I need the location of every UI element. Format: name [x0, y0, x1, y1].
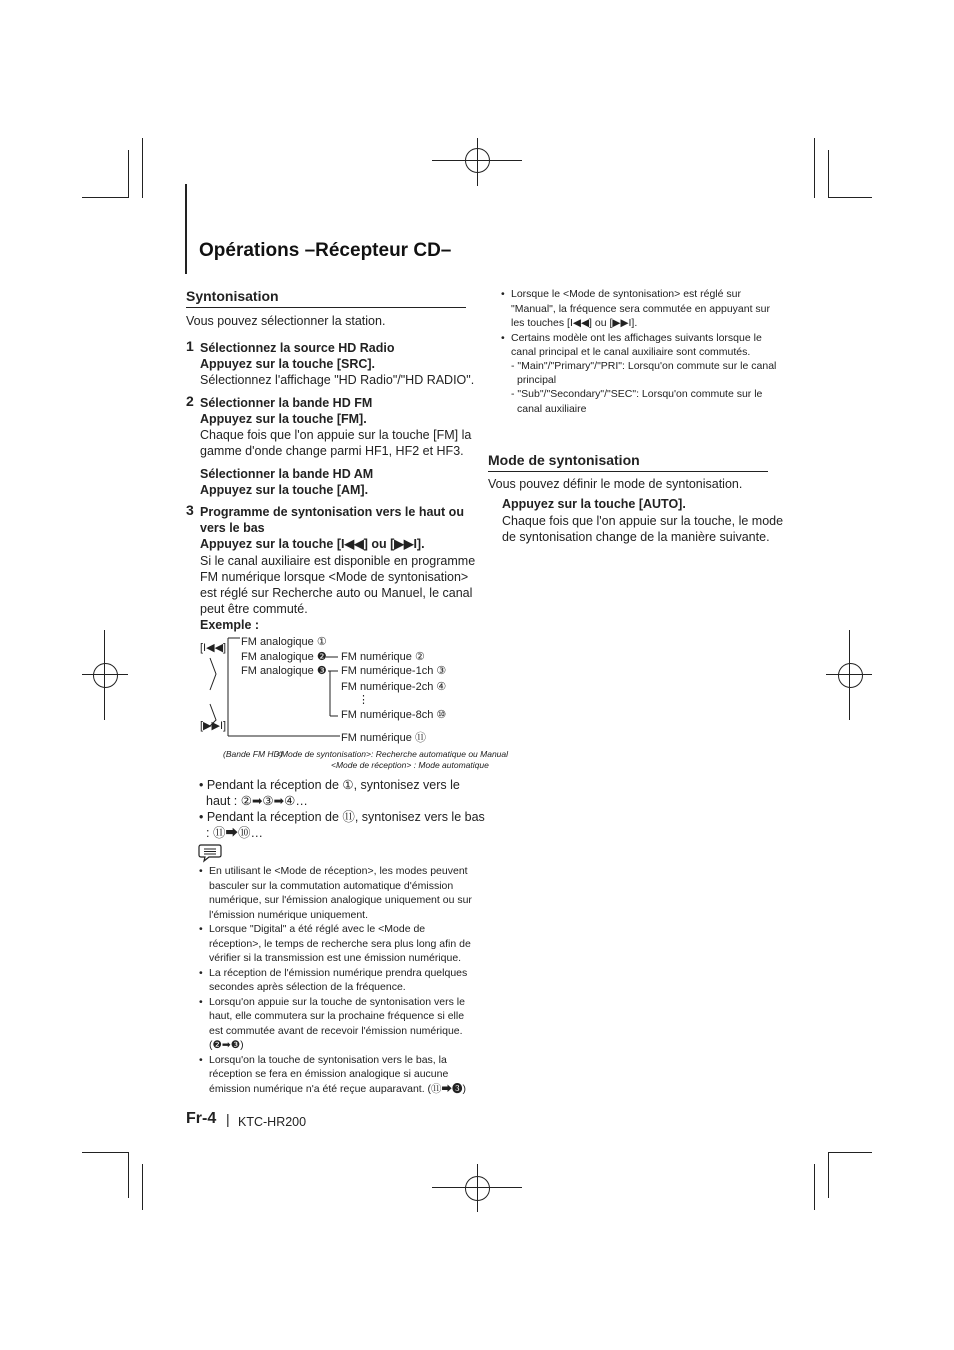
left-note-line: est commutée avant de recevoir l'émission numérique. — [209, 1024, 463, 1037]
page-title: Opérations –Récepteur CD– — [199, 240, 452, 261]
step-3-desc-1: Si le canal auxiliaire est disponible en programme — [200, 554, 476, 568]
step-1-action: Appuyez sur la touche [SRC]. — [200, 357, 376, 371]
title-bar — [185, 184, 187, 274]
left-note-line: Lorsqu'on la touche de syntonisation vers le bas, la — [209, 1053, 447, 1066]
step-2-number: 2 — [186, 393, 194, 409]
mode-desc-2: de syntonisation change de la manière suivante. — [502, 530, 770, 544]
step-3-desc-4: peut être commuté. — [200, 602, 308, 616]
step-1-desc: Sélectionnez l'affichage "HD Radio"/"HD RADIO". — [200, 373, 475, 387]
example-label: Exemple : — [200, 618, 260, 632]
left-note-bullet: • — [199, 865, 203, 877]
left-note-bullet: • — [199, 966, 203, 979]
step-2b-action: Appuyez sur la touche [AM]. — [200, 483, 369, 497]
left-note-line: (❷➡❸) — [209, 1039, 244, 1051]
step-2-title: Sélectionner la bande HD FM — [200, 396, 373, 410]
diagram-caption-2: <Mode de réception> : Mode automatique — [331, 760, 489, 770]
left-note-line: l'émission numérique uniquement. — [209, 908, 369, 921]
intro-text: Vous pouvez sélectionner la station. — [186, 314, 386, 328]
mode-intro: Vous pouvez définir le mode de syntonisation. — [488, 477, 743, 491]
mode-desc-1: Chaque fois que l'on appuie sur la touche, le mode — [502, 514, 784, 528]
right-sub-1b: principal — [517, 374, 557, 386]
left-note-line: réception se fera en émission analogique si aucune — [209, 1068, 449, 1080]
left-note-line: basculer sur la commutation automatique d'émission — [209, 879, 454, 892]
step-2-desc-2: gamme d'onde change parmi HF1, HF2 et HF3. — [200, 444, 464, 458]
right-note-line: Lorsque le <Mode de syntonisation> est réglé sur — [511, 288, 741, 300]
note-icon — [198, 843, 222, 863]
step-3-title-1: Programme de syntonisation vers le haut ou — [200, 505, 464, 519]
left-note-line: La réception de l'émission numérique prendra quelques — [209, 966, 468, 979]
step-3-desc-3: est réglé sur Recherche auto ou Manuel, le canal — [200, 586, 473, 600]
mode-action: Appuyez sur la touche [AUTO]. — [502, 497, 686, 511]
fm-analog-2: FM analogique ❷ — [241, 651, 327, 663]
btn-next-label: [▶▶I] — [200, 720, 227, 732]
step-3-desc-2: FM numérique lorsque <Mode de syntonisation> — [200, 570, 469, 584]
bullet-2-line-2: : ⑪➡⑩… — [206, 826, 263, 840]
step-3-number: 3 — [186, 502, 194, 518]
right-sub-1a: - "Main"/"Primary"/"PRI": Lorsqu'on commute sur le canal — [511, 360, 777, 372]
left-note-line: réception>, le temps de recherche sera plus long afin de — [209, 937, 471, 950]
right-note-bullet: • — [501, 288, 505, 300]
fm-digital-1ch: FM numérique-1ch ③ — [341, 665, 447, 677]
fm-analog-3: FM analogique ❸ — [241, 665, 327, 677]
step-2-action: Appuyez sur la touche [FM]. — [200, 412, 367, 426]
left-note-bullet: • — [199, 1053, 203, 1066]
fm-analog-1: FM analogique ① — [241, 636, 327, 648]
bullet-1-line-1: • Pendant la réception de ①, syntonisez vers le — [199, 778, 460, 792]
section-title-mode: Mode de syntonisation — [488, 452, 640, 468]
bullet-2-line-1: • Pendant la réception de ⑪, syntonisez vers le bas — [199, 810, 485, 824]
section-title-syntonisation: Syntonisation — [186, 288, 279, 304]
right-note-bullet: • — [501, 331, 505, 344]
footer-separator: | — [226, 1111, 230, 1127]
btn-prev-label: [I◀◀] — [200, 642, 227, 654]
left-note-line: vérifier si la transmission est une émission numérique. — [209, 952, 462, 964]
right-note-line: Certains modèle ont les affichages suivants lorsque le — [511, 331, 762, 344]
diagram-caption-band: (Bande FM HD) — [223, 749, 283, 759]
step-2b-title: Sélectionner la bande HD AM — [200, 467, 374, 481]
step-2-desc-1: Chaque fois que l'on appuie sur la touche [FM] la — [200, 428, 472, 442]
right-sub-2b: canal auxiliaire — [517, 403, 587, 415]
page-number: Fr-4 — [186, 1110, 217, 1127]
diagram-caption-1: <Mode de syntonisation>: Recherche automatique ou Manual — [276, 749, 509, 759]
left-note-bullet: • — [199, 995, 203, 1008]
step-1-number: 1 — [186, 338, 194, 354]
left-note-line: En utilisant le <Mode de réception>, les modes peuvent — [209, 865, 468, 877]
section-rule — [186, 307, 466, 308]
left-note-line: Lorsque "Digital" a été réglé avec le <Mode de — [209, 923, 426, 935]
fm-digital-2ch: FM numérique-2ch ④ — [341, 681, 447, 693]
left-note-line: secondes après sélection de la fréquence. — [209, 981, 406, 993]
step-1-title: Sélectionnez la source HD Radio — [200, 341, 395, 355]
fm-digital-11: FM numérique ⑪ — [341, 732, 426, 744]
model-name: KTC-HR200 — [238, 1115, 307, 1129]
left-note-line: haut, elle commutera sur la prochaine fréquence si elle — [209, 1010, 465, 1022]
left-note-bullet: • — [199, 923, 203, 935]
left-note-line: numérique, sur l'émission analogique uniquement ou sur — [209, 894, 472, 906]
left-note-line: Lorsqu'on appuie sur la touche de syntonisation vers le — [209, 995, 465, 1008]
right-note-line: "Manual", la fréquence sera commutée en appuyant sur — [511, 302, 771, 315]
left-note-line: émission numérique n'a été reçue auparavant. (⑪➡❸) — [209, 1082, 467, 1095]
right-sub-2a: - "Sub"/"Secondary"/"SEC": Lorsqu'on commute sur le — [511, 388, 763, 400]
fm-digital-2: FM numérique ② — [341, 651, 425, 663]
step-3-title-2: vers le bas — [200, 521, 265, 535]
bullet-1-line-2: haut : ②➡③➡④… — [206, 794, 308, 808]
section-rule-right — [488, 471, 768, 472]
right-note-line: canal principal et le canal auxiliaire sont commutés. — [511, 346, 751, 358]
diagram-dots: ⋮ — [358, 694, 369, 706]
fm-digital-8ch: FM numérique-8ch ⑩ — [341, 709, 447, 721]
step-3-action: Appuyez sur la touche [I◀◀] ou [▶▶I]. — [200, 537, 425, 551]
right-note-line: les touches [I◀◀] ou [▶▶I]. — [511, 317, 638, 329]
